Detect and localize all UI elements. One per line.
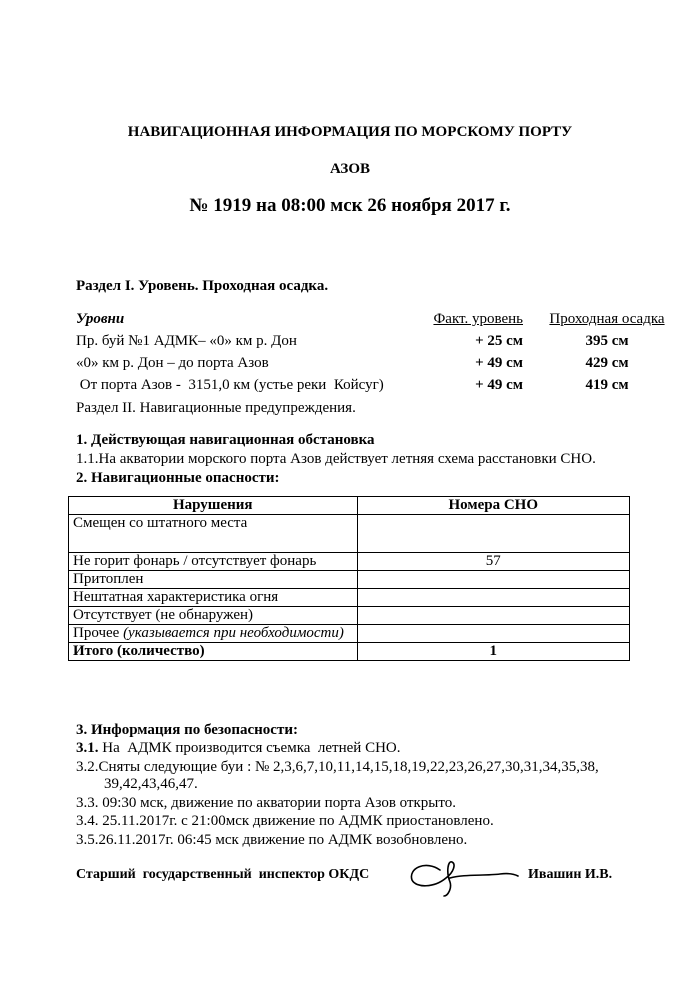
actual-level-value: + 49 см: [475, 355, 523, 371]
security-item-3-4: 3.4. 25.11.2017г. с 21:00мск движение по АДМК приостановлено.: [76, 813, 494, 829]
violation-label: Притоплен: [69, 571, 358, 589]
security-item-3-2: 3.2.Сняты следующие буи : № 2,3,6,7,10,11,14,15,18,19,22,23,26,27,30,31,34,35,38,: [76, 759, 599, 775]
current-situation-title: 1. Действующая навигационная обстановка: [76, 432, 375, 448]
level-section-name: От порта Азов - 3151,0 км (устье реки Койсуг): [76, 377, 384, 393]
table-row: [69, 553, 630, 571]
sno-numbers: [357, 515, 629, 553]
bulletin-number-date: № 1919 на 08:00 мск 26 ноября 2017 г.: [189, 195, 511, 216]
section2-title: Раздел II. Навигационные предупреждения.: [76, 400, 356, 416]
violation-label: Не горит фонарь / отсутствует фонарь: [69, 553, 358, 571]
levels-column-header: Уровни: [76, 311, 125, 327]
table-row: [69, 625, 630, 643]
draft-column-header: Проходная осадка: [549, 311, 665, 327]
violations-column-header: Нарушения: [69, 497, 358, 515]
violation-label-other: [69, 625, 358, 643]
sno-numbers: [357, 589, 629, 607]
table-row: [69, 515, 630, 553]
signatory-name: Ивашин И.В.: [528, 867, 613, 882]
level-section-name: «0» км р. Дон – до порта Азов: [76, 355, 269, 371]
security-item-text: На АДМК производится съемка летней СНО.: [98, 740, 401, 756]
sno-numbers: [357, 571, 629, 589]
draft-value: 429 см: [585, 355, 629, 371]
security-item-number: 3.1.: [76, 740, 99, 756]
sno-numbers-column-header: Номера СНО: [357, 497, 629, 515]
violation-other-main: Прочее: [73, 625, 124, 641]
security-item-3-3: 3.3. 09:30 мск, движение по акватории порта Азов открыто.: [76, 795, 456, 811]
actual-level-column-header: Факт. уровень: [433, 311, 523, 327]
actual-level-value: + 25 см: [475, 333, 523, 349]
total-label: Итого (количество): [69, 643, 358, 661]
level-row: [76, 377, 672, 399]
table-row: [69, 589, 630, 607]
violation-other-note: (указывается при необходимости): [123, 625, 344, 641]
violation-label: Нештатная характеристика огня: [69, 589, 358, 607]
table-total-row: [69, 643, 630, 661]
security-item-3-2-continued: 39,42,43,46,47.: [104, 776, 198, 792]
current-situation-text: 1.1.На акватории морского порта Азов действует летняя схема расстановки СНО.: [76, 451, 596, 467]
document-title: НАВИГАЦИОННАЯ ИНФОРМАЦИЯ ПО МОРСКОМУ ПОРТУ: [127, 124, 573, 140]
levels-table: [76, 311, 672, 399]
security-item-3-5: 3.5.26.11.2017г. 06:45 мск движение по АДМК возобновлено.: [76, 832, 468, 848]
draft-value: 395 см: [585, 333, 629, 349]
violation-label: Смещен со штатного места: [69, 515, 358, 553]
hazards-table-header: [69, 497, 630, 515]
sno-numbers: [357, 607, 629, 625]
sno-numbers: [357, 625, 629, 643]
port-name: АЗОВ: [329, 161, 371, 177]
hazards-title: 2. Навигационные опасности:: [76, 470, 280, 486]
level-row: [76, 355, 672, 377]
sno-numbers: 57: [357, 553, 629, 571]
violation-label: Отсутствует (не обнаружен): [69, 607, 358, 625]
security-item-3-1: [76, 740, 401, 757]
total-value: 1: [357, 643, 629, 661]
levels-header-row: [76, 311, 672, 333]
section3-title: 3. Информация по безопасности:: [76, 722, 298, 738]
level-section-name: Пр. буй №1 АДМК– «0» км р. Дон: [76, 333, 297, 349]
table-row: [69, 607, 630, 625]
handwritten-signature: [404, 852, 520, 900]
section1-title: Раздел I. Уровень. Проходная осадка.: [76, 278, 329, 294]
draft-value: 419 см: [585, 377, 629, 393]
table-row: [69, 571, 630, 589]
hazards-table: [68, 496, 630, 661]
signatory-position: Старший государственный инспектор ОКДС: [76, 867, 370, 882]
actual-level-value: + 49 см: [475, 377, 523, 393]
level-row: [76, 333, 672, 355]
